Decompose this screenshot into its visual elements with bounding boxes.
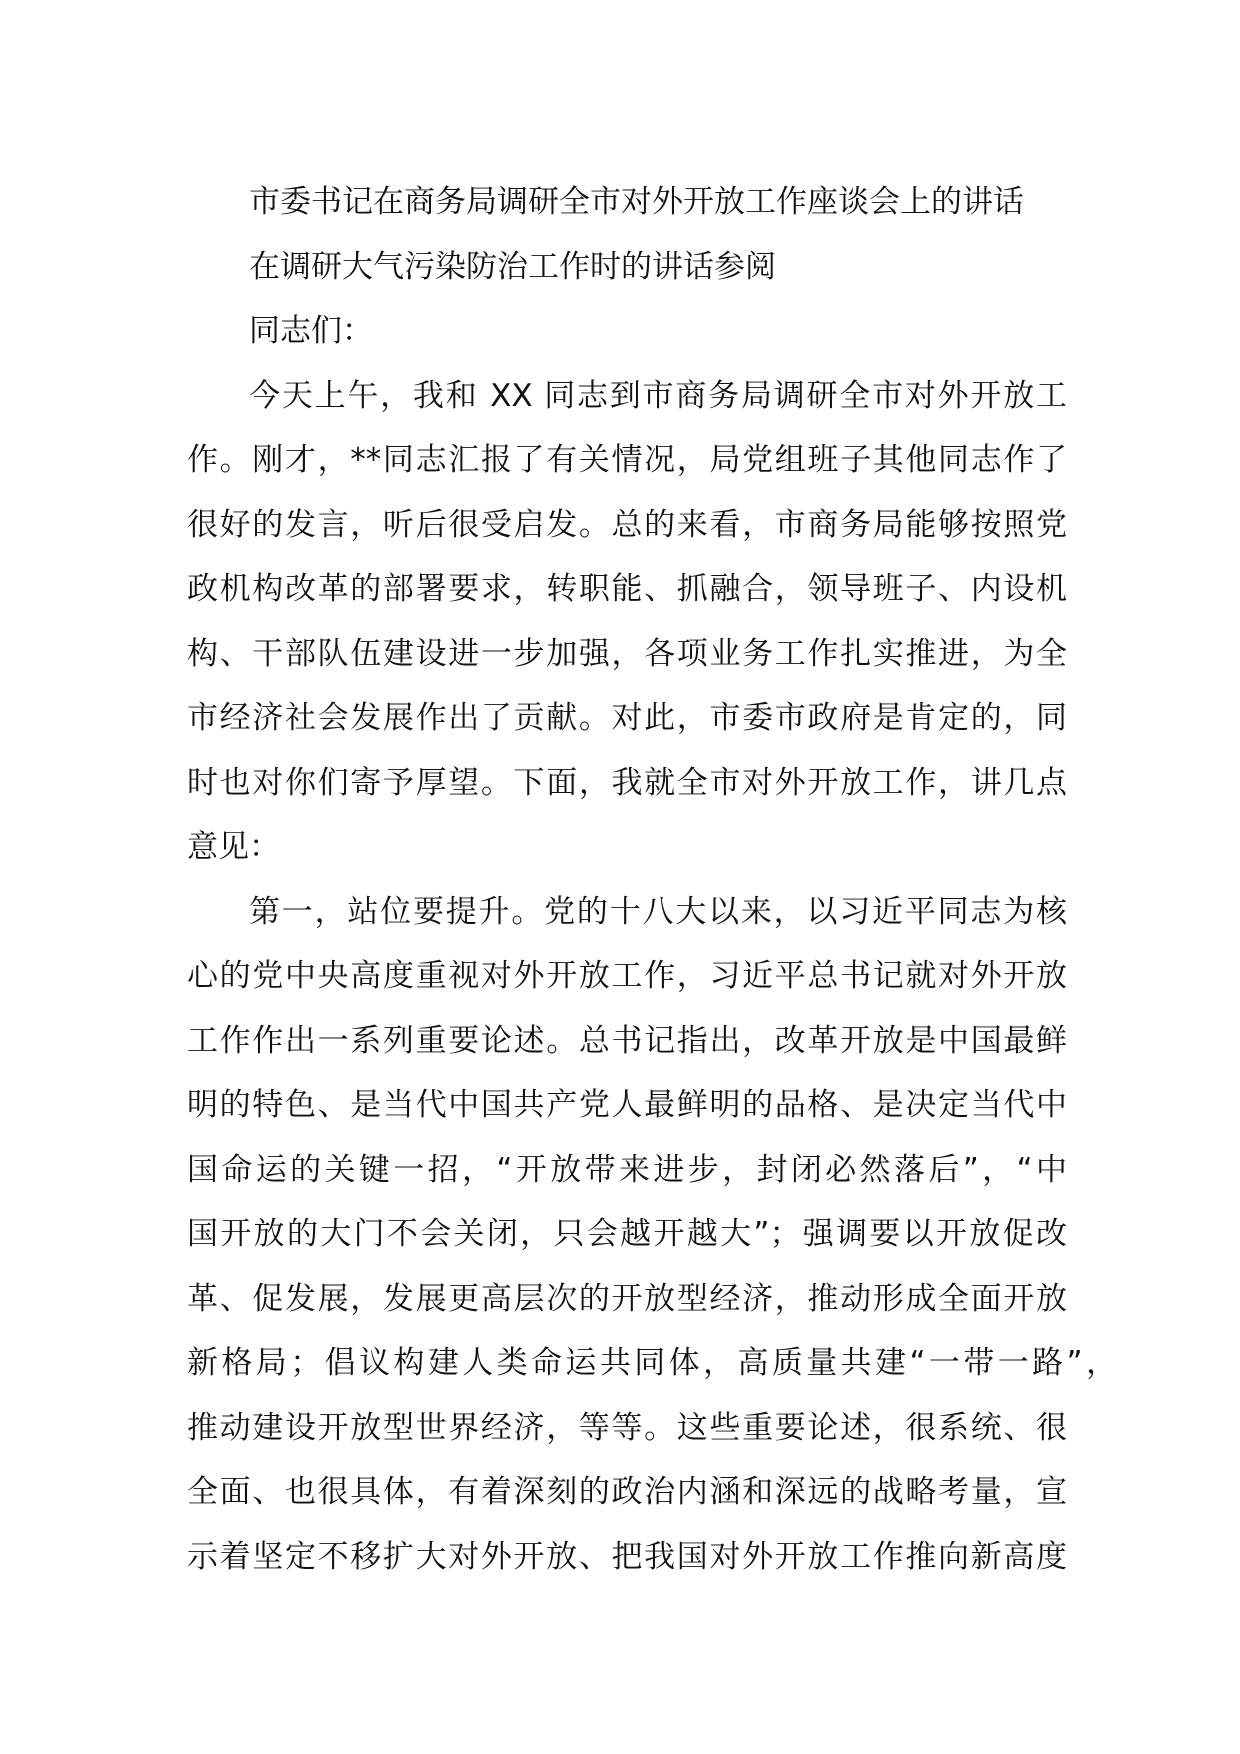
paragraph-line: 心的党中央高度重视对外开放工作，习近平总书记就对外开放	[187, 958, 1067, 994]
paragraph-line: 新格局；倡议构建人类命运共同体，高质量共建“一带一路”，	[187, 1345, 1117, 1381]
paragraph-line: 时也对你们寄予厚望。下面，我就全市对外开放工作，讲几点	[187, 764, 1067, 801]
document-body	[187, 170, 1117, 1589]
paragraph-line: 国开放的大门不会关闭，只会越开越大”；强调要以开放促改	[187, 1216, 1067, 1252]
paragraph-line: 作。刚才，**同志汇报了有关情况，局党组班子其他同志作了	[187, 442, 1067, 478]
paragraph-line: 市经济社会发展作出了贡献。对此，市委市政府是肯定的，同	[187, 700, 1067, 736]
paragraph-line: 政机构改革的部署要求，转职能、抓融合，领导班子、内设机	[187, 571, 1067, 607]
paragraph-line: 第一，站位要提升。党的十八大以来，以习近平同志为核	[249, 893, 1067, 930]
paragraph-line: 推动建设开放型世界经济，等等。这些重要论述，很系统、很	[187, 1409, 1067, 1446]
salutation: 同志们：	[249, 313, 373, 349]
paragraph-line: 意见：	[187, 829, 280, 865]
paragraph-line: 构、干部队伍建设进一步加强，各项业务工作扎实推进，为全	[187, 635, 1067, 672]
paragraph-line: 今天上午，我和 XX 同志到市商务局调研全市对外开放工	[249, 377, 1067, 414]
paragraph-line: 国命运的关键一招，“开放带来进步，封闭必然落后”，“中	[187, 1151, 1067, 1188]
paragraph-line: 全面、也很具体，有着深刻的政治内涵和深远的战略考量，宣	[187, 1474, 1067, 1510]
paragraph-line: 工作作出一系列重要论述。总书记指出，改革开放是中国最鲜	[187, 1022, 1067, 1059]
paragraph-line: 很好的发言，听后很受启发。总的来看，市商务局能够按照党	[187, 506, 1067, 543]
document-title: 市委书记在商务局调研全市对外开放工作座谈会上的讲话	[249, 184, 1024, 220]
paragraph-line: 革、促发展，发展更高层次的开放型经济，推动形成全面开放	[187, 1280, 1067, 1317]
paragraph-line: 明的特色、是当代中国共产党人最鲜明的品格、是决定当代中	[187, 1087, 1067, 1123]
document-subtitle: 在调研大气污染防治工作时的讲话参阅	[249, 248, 776, 285]
paragraph-line: 示着坚定不移扩大对外开放、把我国对外开放工作推向新高度	[187, 1538, 1067, 1575]
